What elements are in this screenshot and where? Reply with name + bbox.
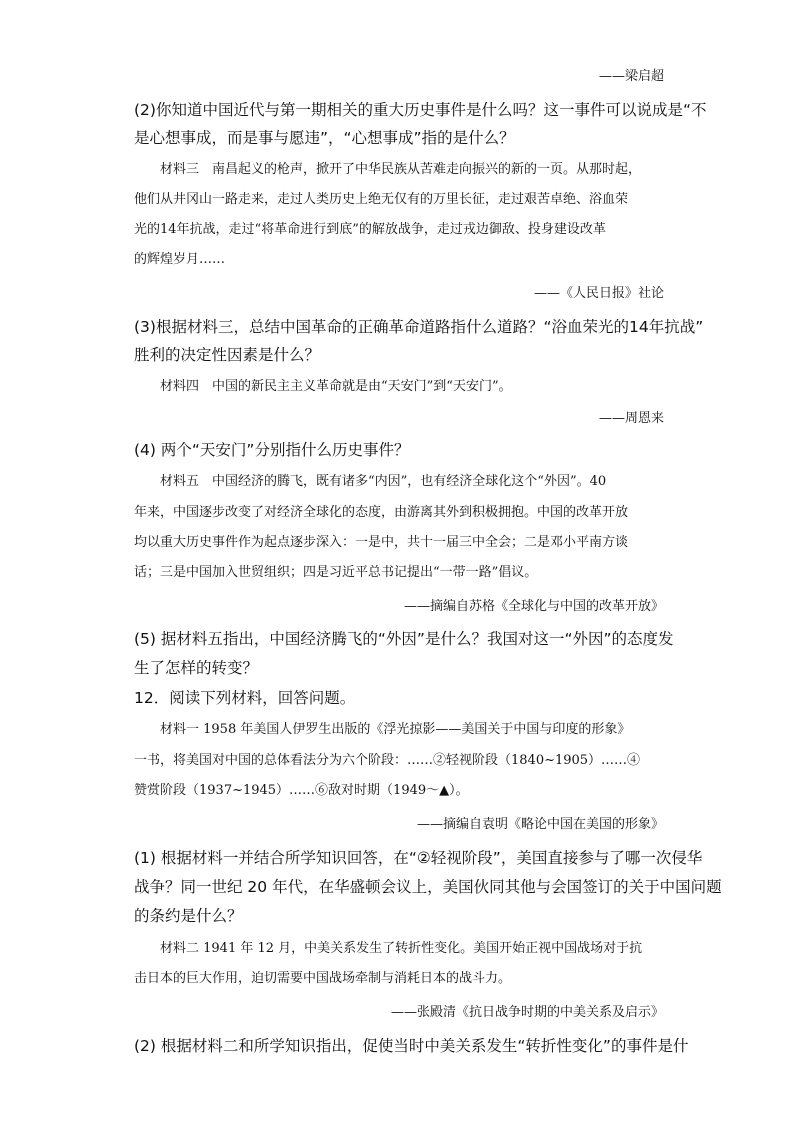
question-text: 生了怎样的转变？ <box>134 659 259 677</box>
material-text: 话；三是中国加入世贸组织；四是习近平总书记提出“一带一路”倡议。 <box>134 565 538 580</box>
material-text: 赞赏阶段（1937~1945）……⑥敌对时期（1949～▲）。 <box>134 783 469 798</box>
material-text: 均以重大历史事件作为起点逐步深入：一是中，共十一届三中全会；二是邓小平南方谈 <box>134 535 629 550</box>
material-text: 材料一 1958 年美国人伊罗生出版的《浮光掠影——美国关于中国与印度的形象》 <box>160 722 631 737</box>
material-text: 材料二 1941 年 12 月，中美关系发生了转折性变化。美国开始正视中国战场对于抗 <box>160 941 643 956</box>
question-text: (2) 根据材料二和所学知识指出，促使当时中美关系发生“转折性变化”的事件是什 <box>134 1037 689 1055</box>
material-text: 光的14年抗战，走过“将革命进行到底”的解放战争，走过戎边御敌、投身建设改革 <box>134 222 606 237</box>
material-text: 材料四 中国的新民主主义革命就是由“天安门”到“天安门”。 <box>160 379 512 394</box>
material-text: 的辉煌岁月…… <box>134 252 226 267</box>
source-attribution: ——张殿清《抗日战争时期的中美关系及启示》 <box>390 1005 664 1020</box>
question-text: 是心想事成，而是事与愿违”，“心想事成”指的是什么？ <box>134 129 515 147</box>
source-attribution: ——周恩来 <box>598 411 664 426</box>
source-attribution: ——梁启超 <box>598 69 664 84</box>
question-text: (5) 据材料五指出，中国经济腾飞的“外因”是什么？我国对这一“外因”的态度发 <box>134 630 674 648</box>
material-text: 材料三 南昌起义的枪声，掀开了中华民族从苦难走向振兴的新的一页。从那时起， <box>160 162 642 177</box>
source-attribution: ——《人民日报》社论 <box>533 286 664 301</box>
question-heading: 12．阅读下列材料，回答问题。 <box>134 689 356 707</box>
question-text: 战争？同一世纪 20 年代，在华盛顿会议上，美国伙同其他与会国签订的关于中国问题 <box>134 878 722 896</box>
material-text: 击日本的巨大作用，迫切需要中国战场牵制与消耗日本的战斗力。 <box>134 971 512 986</box>
question-text: (3)根据材料三，总结中国革命的正确革命道路指什么道路？“浴血荣光的14年抗战” <box>134 318 704 336</box>
source-attribution: ——摘编自苏格《全球化与中国的改革开放》 <box>403 599 664 614</box>
material-text: 他们从井冈山一路走来，走过人类历史上绝无仅有的万里长征，走过艰苦卓绝、浴血荣 <box>134 192 629 207</box>
question-text: (2)你知道中国近代与第一期相关的重大历史事件是什么吗？这一事件可以说成是“不 <box>134 101 707 119</box>
question-text: (4) 两个“天安门”分别指什么历史事件？ <box>134 441 410 459</box>
question-text: (1) 根据材料一并结合所学知识回答，在“②轻视阶段”，美国直接参与了哪一次侵华 <box>134 849 703 867</box>
question-text: 胜利的决定性因素是什么？ <box>134 346 321 364</box>
material-text: 年来，中国逐步改变了对经济全球化的态度，由游离其外到积极拥抱。中国的改革开放 <box>134 505 629 520</box>
material-text: 一书，将美国对中国的总体看法分为六个阶段：……②轻视阶段（1840~1905）……④ <box>134 753 641 768</box>
question-text: 的条约是什么？ <box>134 907 243 925</box>
source-attribution: ——摘编自袁明《略论中国在美国的形象》 <box>416 817 664 832</box>
material-text: 材料五 中国经济的腾飞，既有诸多“内因”，也有经济全球化这个“外因”。40 <box>160 474 607 489</box>
